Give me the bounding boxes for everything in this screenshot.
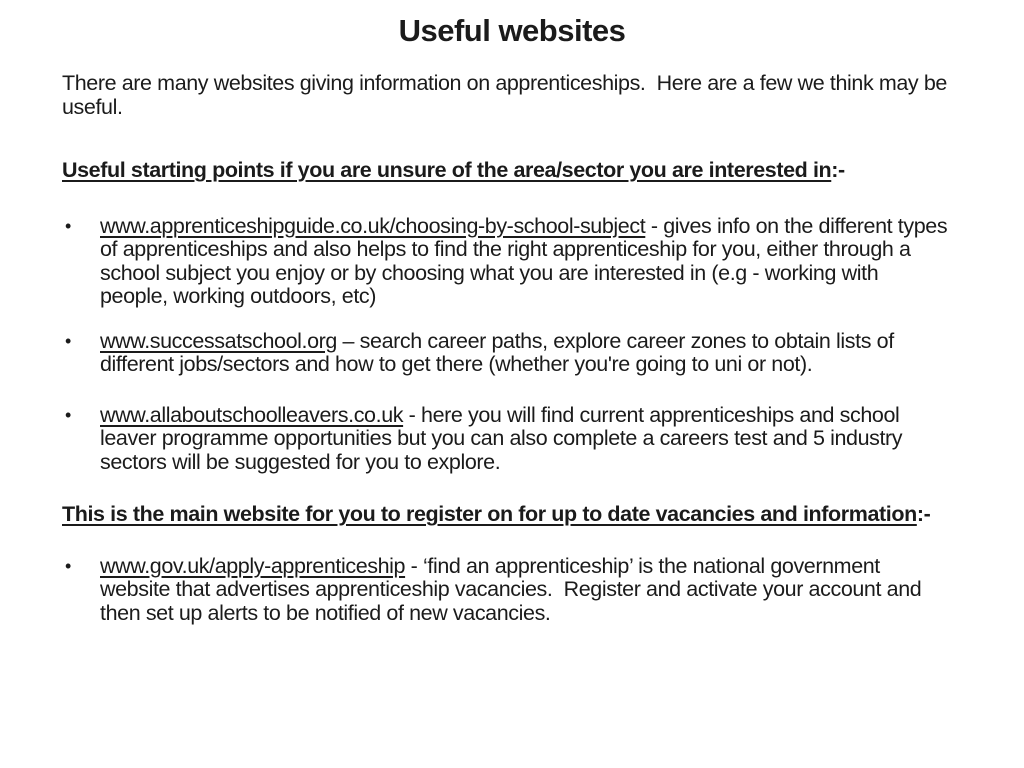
section-heading-starting-points	[62, 159, 948, 183]
bullet-description: – search career paths, explore career zones to obtain lists of different jobs/sectors and how to get there (whether you're going to uni or not).	[100, 328, 900, 376]
bullet-description: - here you will find current apprenticeships and school leaver programme opportunities but you can also complete a careers test and 5 industry sectors will be suggested for you to explore.	[100, 402, 908, 474]
slide-title: Useful websites	[398, 13, 626, 48]
bullet-list-starting-points	[62, 213, 953, 475]
bullet-item-successatschool	[62, 330, 948, 377]
slide-body	[62, 71, 953, 625]
bullet-marker: •	[65, 555, 71, 576]
section-heading-suffix: :-	[831, 158, 845, 182]
bullet-item-allaboutschoolleavers	[62, 404, 948, 475]
bullet-marker: •	[65, 330, 71, 351]
link-apprenticeshipguide[interactable]: www.apprenticeshipguide.co.uk/choosing-by-school-subject	[100, 213, 646, 238]
section-heading-main-website-text: This is the main website for you to register on for up to date vacancies and information	[62, 502, 917, 526]
bullet-description: - ‘find an apprenticeship’ is the national government website that advertises apprenticeship vacancies. Register and activate your account and then set up alerts to be notified of new vacancies.	[100, 553, 927, 625]
bullet-description: - gives info on the different types of apprenticeships and also helps to find the right apprenticeship for you, either through a school subject you enjoy or by choosing what you are interested in (e.g - working with people, working outdoors, etc)	[100, 213, 953, 308]
link-gov-uk-apply-apprenticeship[interactable]: www.gov.uk/apply-apprenticeship	[100, 553, 406, 578]
bullet-item-gov-uk	[62, 555, 948, 626]
link-successatschool[interactable]: www.successatschool.org	[100, 328, 337, 353]
bullet-marker: •	[65, 215, 71, 236]
bullet-text	[100, 330, 948, 377]
bullet-marker: •	[65, 404, 71, 425]
bullet-text	[100, 213, 953, 309]
bullet-text	[100, 404, 948, 475]
bullet-list-main-website	[62, 555, 948, 626]
bullet-item-apprenticeshipguide	[62, 213, 953, 309]
link-allaboutschoolleavers[interactable]: www.allaboutschoolleavers.co.uk	[100, 402, 404, 427]
section-heading-suffix: :-	[916, 502, 931, 526]
bullet-text	[100, 555, 948, 626]
intro-paragraph: There are many websites giving information on apprenticeships. Here are a few we think may be useful.	[62, 71, 953, 119]
section-heading-main-website	[62, 503, 948, 527]
section-heading-starting-points-text: Useful starting points if you are unsure of the area/sector you are interested in	[62, 158, 832, 182]
